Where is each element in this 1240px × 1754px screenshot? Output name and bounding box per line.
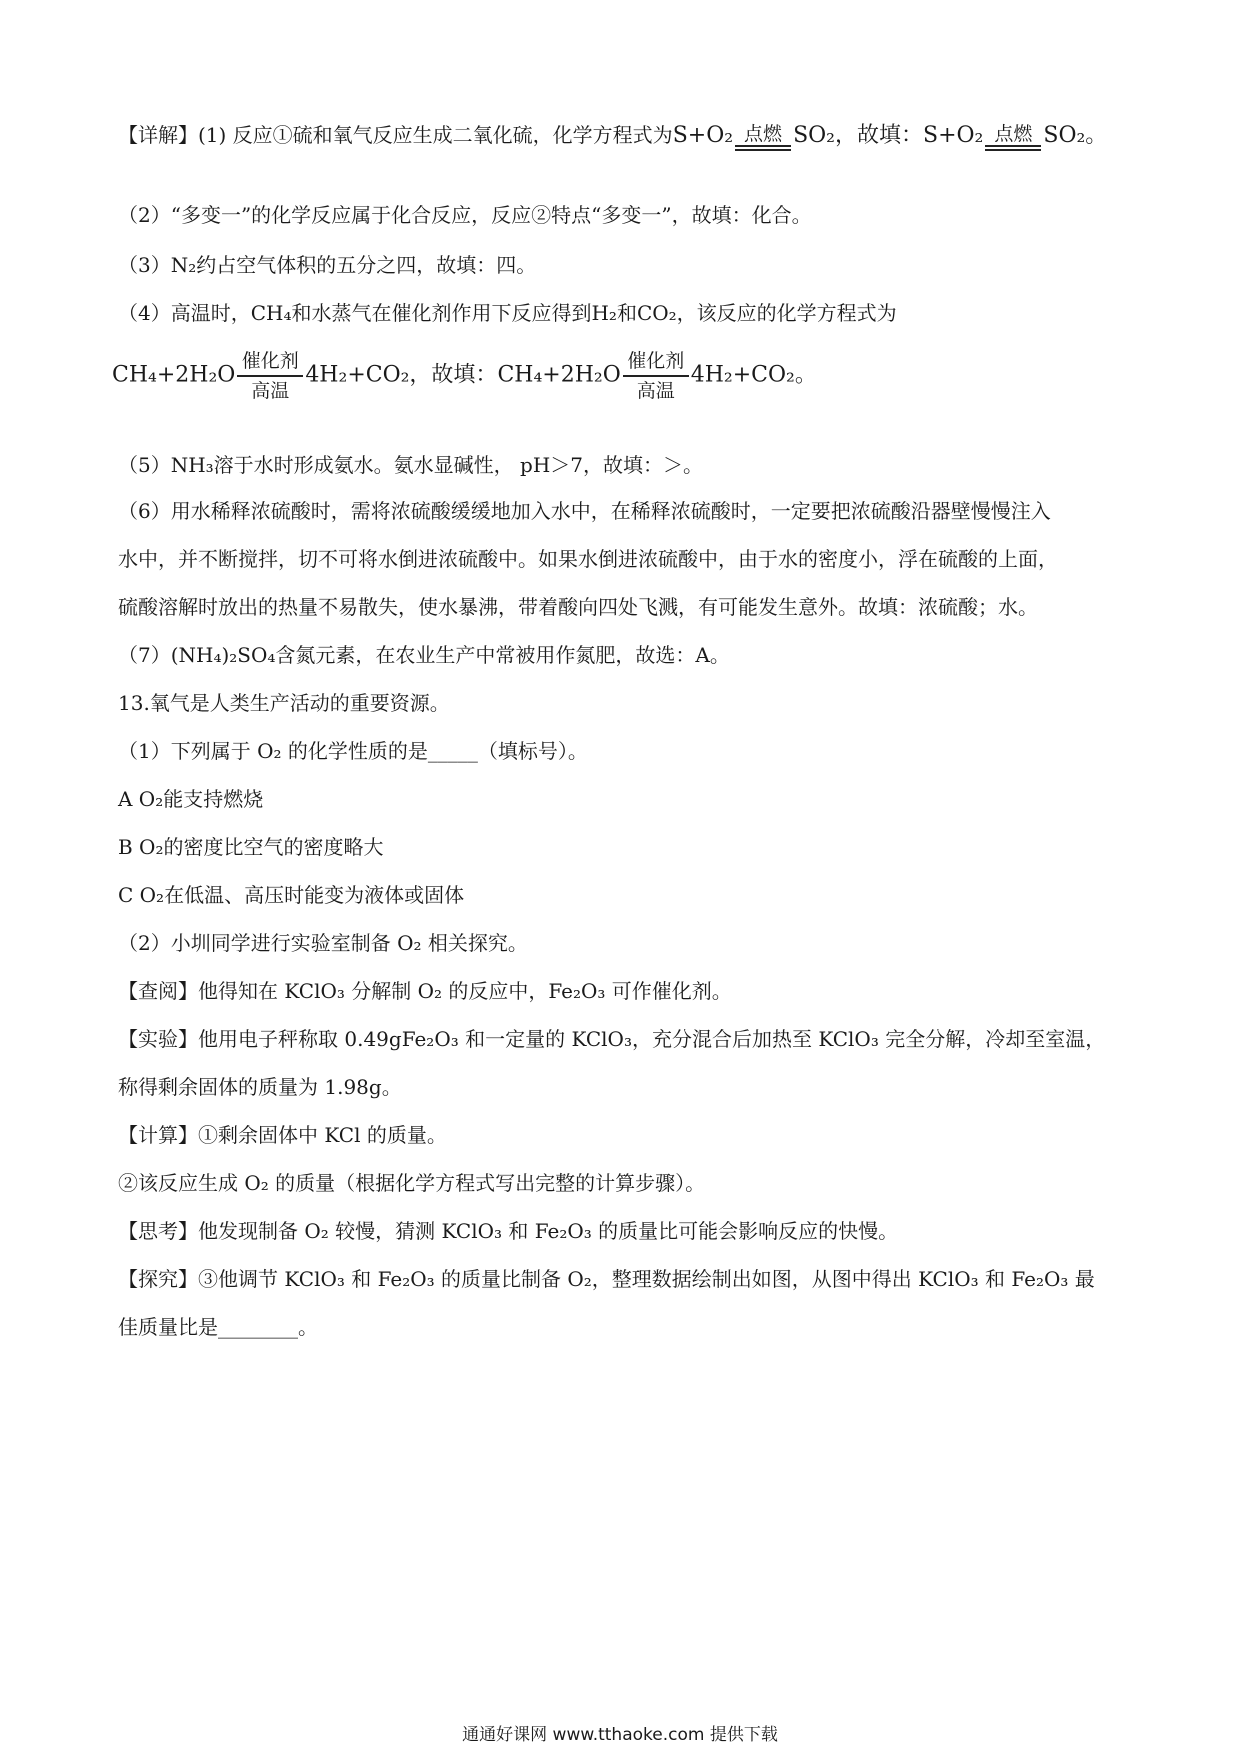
condition-label: 点燃 [744, 122, 783, 145]
answer-line-4: （4）高温时，CH₄和水蒸气在催化剂作用下反应得到H₂和CO₂，该反应的化学方程式为 [118, 301, 897, 325]
section-calculation: 【计算】①剩余固体中 KCl 的质量。 [118, 1123, 447, 1147]
formula: SO₂。 [1043, 123, 1108, 148]
answer-line-2: （2）“多变一”的化学反应属于化合反应，反应②特点“多变一”，故填：化合。 [118, 203, 812, 227]
answer-line-5: （5）NH₃溶于水时形成氨水。氨水显碱性， pH＞7，故填：＞。 [118, 453, 704, 477]
equation-line [112, 350, 817, 402]
answer-line-9: （7）(NH₄)₂SO₄含氮元素，在农业生产中常被用作氮肥，故选：A。 [118, 643, 730, 667]
formula: S+O₂ [923, 123, 984, 148]
reaction-condition [237, 350, 303, 402]
question-part-2: （2）小圳同学进行实验室制备 O₂ 相关探究。 [118, 931, 528, 955]
text: 【详解】(1) 反应①硫和氧气反应生成二氧化硫，化学方程式为 [118, 123, 673, 147]
question-title: 13.氧气是人类生产活动的重要资源。 [118, 691, 450, 715]
section-calculation-2: ②该反应生成 O₂ 的质量（根据化学方程式写出完整的计算步骤）。 [118, 1171, 706, 1195]
formula: SO₂，故填： [793, 123, 923, 148]
condition-top: 催化剂 [627, 350, 685, 372]
section-experiment: 【实验】他用电子秤称取 0.49gFe₂O₃ 和一定量的 KClO₃，充分混合后加热至 KClO₃ 完全分解，冷却至室温， [118, 1027, 1106, 1051]
condition-bottom: 高温 [636, 380, 675, 402]
formula: CH₄+2H₂O [497, 362, 621, 388]
double-bar [985, 145, 1041, 151]
answer-line-8: 硫酸溶解时放出的热量不易散失，使水暴沸，带着酸向四处飞溅，有可能发生意外。故填：浓硫酸；水。 [118, 595, 1038, 619]
page-footer: 通通好课网 www.tthaoke.com 提供下载 [462, 1725, 778, 1745]
option-b: B O₂的密度比空气的密度略大 [118, 835, 384, 859]
answer-line-7: 水中，并不断搅拌，切不可将水倒进浓硫酸中。如果水倒进浓硫酸中，由于水的密度小，浮在硫酸的上面， [118, 547, 1058, 571]
condition-top: 催化剂 [241, 350, 299, 372]
section-experiment-cont: 称得剩余固体的质量为 1.98g。 [118, 1075, 402, 1099]
answer-line-1 [118, 120, 1107, 151]
reaction-condition [985, 123, 1041, 151]
formula: 4H₂+CO₂，故填： [305, 362, 498, 388]
option-a: A O₂能支持燃烧 [118, 787, 264, 811]
formula: S+O₂ [672, 123, 734, 148]
condition-bottom: 高温 [251, 380, 290, 402]
answer-line-3: （3）N₂约占空气体积的五分之四，故填：四。 [118, 253, 537, 277]
reaction-condition [623, 350, 689, 402]
condition-label: 点燃 [994, 122, 1033, 145]
reaction-bar [237, 375, 303, 377]
reaction-bar [623, 375, 689, 377]
formula: CH₄+2H₂O [112, 362, 236, 388]
section-lookup: 【查阅】他得知在 KClO₃ 分解制 O₂ 的反应中，Fe₂O₃ 可作催化剂。 [118, 979, 732, 1003]
option-c: C O₂在低温、高压时能变为液体或固体 [118, 883, 465, 907]
section-explore: 【探究】③他调节 KClO₃ 和 Fe₂O₃ 的质量比制备 O₂，整理数据绘制出如图，从图中得出 KClO₃ 和 Fe₂O₃ 最 [118, 1267, 1095, 1291]
section-explore-cont: 佳质量比是________。 [118, 1315, 318, 1339]
section-thinking: 【思考】他发现制备 O₂ 较慢，猜测 KClO₃ 和 Fe₂O₃ 的质量比可能会影响反应的快慢。 [118, 1219, 899, 1243]
formula: 4H₂+CO₂。 [690, 362, 817, 388]
reaction-condition [735, 123, 791, 151]
answer-line-6: （6）用水稀释浓硫酸时，需将浓硫酸缓缓地加入水中，在稀释浓硫酸时，一定要把浓硫酸沿器壁慢慢注入 [118, 499, 1051, 523]
question-part-1: （1）下列属于 O₂ 的化学性质的是_____（填标号）。 [118, 739, 588, 763]
double-bar [735, 145, 791, 151]
